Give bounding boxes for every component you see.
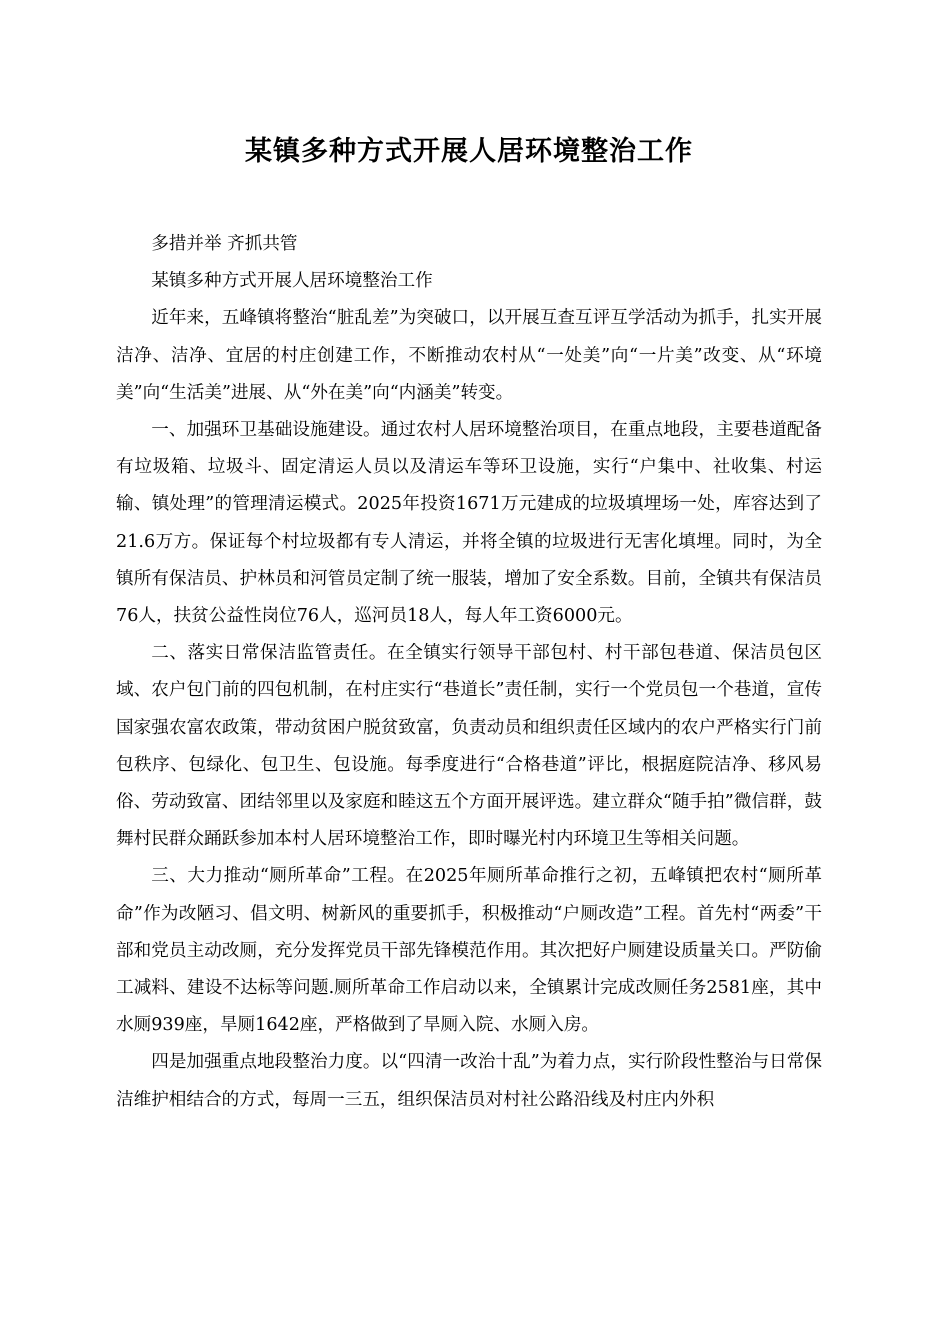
paragraph-intro: 近年来，五峰镇将整治“脏乱差”为突破口，以开展互查互评互学活动为抓手，扎实开展洁净、洁净、宜居的村庄创建工作，不断推动农村从“一处美”向“一片美”改变、从“环境美”向“生活美”进展、从“外在美”向“内涵美”转变。 [116, 308, 822, 403]
paragraph-section-1: 一、加强环卫基础设施建设。通过农村人居环境整治项目，在重点地段，主要巷道配备有垃圾箱、垃圾斗、固定清运人员以及清运车等环卫设施，实行“户集中、社收集、村运输、镇处理”的管理清运模式。2025年投资1671万元建成的垃圾填埋场一处，库容达到了21.6万方。保证每个村垃圾都有专人清运，并将全镇的垃圾进行无害化填埋。同时，为全镇所有保洁员、护林员和河管员定制了统一服装，增加了安全系数。目前，全镇共有保洁员76人，扶贫公益性岗位76人，巡河员18人，每人年工资6000元。 [116, 420, 822, 627]
paragraph-section-2: 二、落实日常保洁监管责任。在全镇实行领导干部包村、村干部包巷道、保洁员包区域、农户包门前的四包机制，在村庄实行“巷道长”责任制，实行一个党员包一个巷道，宣传国家强农富农政策，带动贫困户脱贫致富，负责动员和组织责任区域内的农户严格实行门前包秩序、包绿化、包卫生、包设施。每季度进行“合格巷道”评比，根据庭院洁净、移风易俗、劳动致富、团结邻里以及家庭和睦这五个方面开展评选。建立群众“随手拍”微信群，鼓舞村民群众踊跃参加本村人居环境整治工作，即时曝光村内环境卫生等相关问题。 [116, 643, 822, 850]
paragraph-section-3: 三、大力推动“厕所革命”工程。在2025年厕所革命推行之初，五峰镇把农村“厕所革命”作为改陋习、倡文明、树新风的重要抓手，积极推动“户厕改造”工程。首先村“两委”干部和党员主动改厕，充分发挥党员干部先锋模范作用。其次把好户厕建设质量关口。严防偷工减料、建设不达标等问题.厕所革命工作启动以来，全镇累计完成改厕任务2581座，其中水厕939座，旱厕1642座，严格做到了旱厕入院、水厕入房。 [116, 866, 822, 1036]
paragraph-heading-repeat: 某镇多种方式开展人居环境整治工作 [151, 271, 433, 292]
paragraph-section-4: 四是加强重点地段整治力度。以“四清一改治十乱”为着力点，实行阶段性整治与日常保洁维护相结合的方式，每周一三五，组织保洁员对村社公路沿线及村庄内外积 [116, 1052, 822, 1110]
paragraph-subtitle: 多措并举 齐抓共管 [151, 234, 298, 254]
document-title: 某镇多种方式开展人居环境整治工作 [245, 136, 693, 167]
